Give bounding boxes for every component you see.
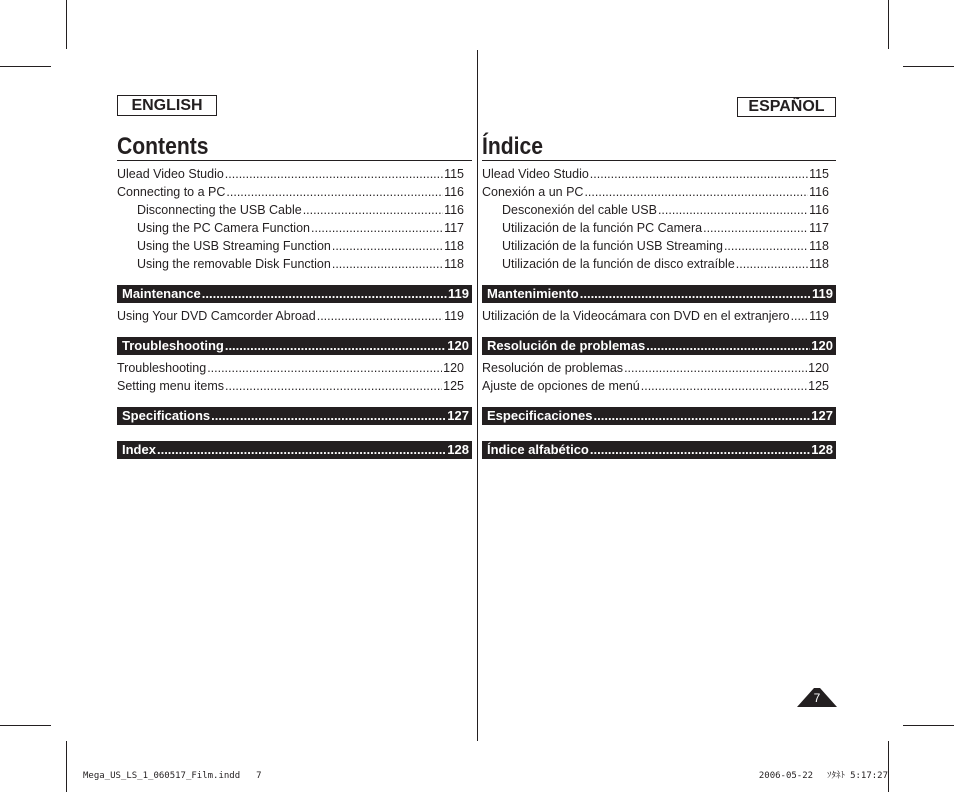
dot-leader	[207, 359, 442, 377]
dot-leader	[332, 237, 443, 255]
toc-subentry	[117, 237, 472, 255]
language-label-spanish: ESPAÑOL	[737, 97, 836, 117]
toc-entry-label: Ajuste de opciones de menú	[482, 379, 640, 393]
section-header-label: Especificaciones	[487, 408, 593, 423]
section-header-label: Maintenance	[122, 286, 201, 301]
toc-subentry-page: 117	[444, 221, 464, 235]
crop-mark-bottom-right-vertical	[888, 741, 889, 792]
toc-entries	[482, 165, 836, 273]
dot-leader	[303, 201, 443, 219]
toc-entry	[482, 165, 836, 183]
toc-entry	[482, 377, 836, 395]
print-slug-file	[83, 769, 262, 783]
section-header-label: Índice alfabético	[487, 442, 589, 457]
crop-mark-top-right-horizontal	[903, 66, 954, 67]
dot-leader	[646, 337, 810, 355]
section-header-page: 128	[811, 442, 833, 457]
toc-entry	[117, 307, 472, 325]
dot-leader	[580, 285, 811, 303]
toc-entry-label: Ulead Video Studio	[482, 167, 589, 181]
dot-leader	[332, 255, 443, 273]
toc-entry	[117, 183, 472, 201]
toc-entry-label: Setting menu items	[117, 379, 224, 393]
dot-leader	[211, 407, 446, 425]
section-header-label: Resolución de problemas	[487, 338, 646, 353]
section-header-bar	[117, 285, 472, 303]
slug-file-page: 7	[256, 771, 262, 781]
dot-leader	[590, 165, 808, 183]
toc-entry-label: Troubleshooting	[117, 361, 207, 375]
toc-section-mantenimiento	[482, 285, 836, 325]
toc-subentry-page: 116	[809, 203, 829, 217]
section-entries	[117, 307, 472, 325]
section-header-page: 128	[447, 442, 469, 457]
toc-subentry-label: Utilización de la función PC Camera	[502, 221, 703, 235]
toc-entry	[482, 183, 836, 201]
toc-section-resolucion-de-problemas	[482, 337, 836, 395]
indice-title	[482, 134, 836, 161]
dot-leader	[624, 359, 807, 377]
section-header-bar	[117, 441, 472, 459]
toc-subentry	[117, 201, 472, 219]
slug-file-name: Mega_US_LS_1_060517_Film.indd	[83, 771, 241, 781]
contents-title-text: Contents	[117, 133, 209, 160]
toc-entry	[117, 165, 472, 183]
crop-mark-bottom-left-vertical	[66, 741, 67, 792]
dot-leader	[157, 441, 446, 459]
toc-entry-page: 119	[809, 309, 829, 323]
toc-subentry-page: 116	[444, 203, 464, 217]
toc-entry-page: 120	[443, 361, 464, 375]
crop-mark-bottom-left-horizontal	[0, 725, 51, 726]
toc-entry-page: 115	[809, 167, 829, 181]
toc-section-especificaciones	[482, 407, 836, 425]
toc-entry-page: 125	[443, 379, 464, 393]
section-header-bar	[482, 337, 836, 355]
crop-mark-top-left-vertical	[66, 0, 67, 49]
section-header-label: Specifications	[122, 408, 211, 423]
toc-subentry-label: Using the USB Streaming Function	[137, 239, 331, 253]
toc-subentry-label: Desconexión del cable USB	[502, 203, 657, 217]
toc-subentry-label: Disconnecting the USB Cable	[137, 203, 302, 217]
section-header-page: 127	[447, 408, 469, 423]
toc-section-maintenance	[117, 285, 472, 325]
dot-leader	[703, 219, 808, 237]
dot-leader	[594, 407, 811, 425]
column-divider	[477, 50, 478, 741]
dot-leader	[225, 165, 443, 183]
toc-subentry	[482, 219, 836, 237]
toc-section-indice-alfabetico	[482, 441, 836, 459]
toc-entry-label: Utilización de la Videocámara con DVD en el extranjero	[482, 309, 790, 323]
section-header-page: 119	[448, 286, 469, 301]
crop-mark-bottom-right-horizontal	[903, 725, 954, 726]
dot-leader	[641, 377, 807, 395]
english-column	[117, 95, 472, 459]
dot-leader	[317, 307, 443, 325]
toc-entry-page: 125	[808, 379, 829, 393]
section-header-bar	[117, 337, 472, 355]
dot-leader	[584, 183, 808, 201]
section-header-label: Troubleshooting	[122, 338, 224, 353]
toc-entry-label: Using Your DVD Camcorder Abroad	[117, 309, 316, 323]
toc-subentry	[117, 255, 472, 273]
toc-entry-label: Resolución de problemas	[482, 361, 624, 375]
slug-time: 5:17:27	[850, 771, 888, 781]
toc-subentry-label: Using the removable Disk Function	[137, 257, 331, 271]
language-label-english: ENGLISH	[117, 95, 217, 116]
dot-leader	[225, 377, 442, 395]
section-header-bar	[117, 407, 472, 425]
dot-leader	[724, 237, 808, 255]
section-header-page: 119	[812, 286, 833, 301]
toc-entry-page: 116	[444, 185, 464, 199]
dot-leader	[311, 219, 443, 237]
toc-entry-label: Ulead Video Studio	[117, 167, 224, 181]
section-header-label: Mantenimiento	[487, 286, 579, 301]
dot-leader	[736, 255, 808, 273]
spanish-column	[482, 95, 836, 459]
dot-leader	[225, 337, 446, 355]
section-entries	[482, 359, 836, 395]
toc-entry	[482, 359, 836, 377]
section-header-page: 120	[811, 338, 833, 353]
toc-subentry-page: 118	[444, 257, 464, 271]
print-slug-timestamp	[759, 769, 888, 783]
toc-subentry-label: Utilización de la función de disco extraíble	[502, 257, 735, 271]
indice-title-text: Índice	[482, 133, 544, 160]
toc-subentry	[482, 255, 836, 273]
toc-subentry-label: Utilización de la función USB Streaming	[502, 239, 723, 253]
dot-leader	[658, 201, 808, 219]
toc-entry-page: 120	[808, 361, 829, 375]
toc-subentry	[482, 201, 836, 219]
toc-section-index	[117, 441, 472, 459]
crop-mark-top-right-vertical	[888, 0, 889, 49]
toc-entry	[482, 307, 836, 325]
section-header-bar	[482, 441, 836, 459]
toc-entry-label: Conexión a un PC	[482, 185, 584, 199]
toc-subentry	[117, 219, 472, 237]
toc-entry	[117, 377, 472, 395]
toc-section-troubleshooting	[117, 337, 472, 395]
toc-entry-page: 116	[809, 185, 829, 199]
dot-leader	[590, 441, 810, 459]
section-header-bar	[482, 285, 836, 303]
page-number-badge	[797, 688, 837, 707]
toc-subentry-page: 117	[809, 221, 829, 235]
toc-subentry	[482, 237, 836, 255]
toc-subentry-page: 118	[444, 239, 464, 253]
toc-entry-label: Connecting to a PC	[117, 185, 226, 199]
page-number: 7	[813, 691, 821, 705]
section-header-page: 120	[447, 338, 469, 353]
slug-time-marker: ｿﾀﾈﾄ	[827, 771, 846, 781]
dot-leader	[226, 183, 443, 201]
contents-title	[117, 134, 472, 161]
crop-mark-top-left-horizontal	[0, 66, 51, 67]
section-header-page: 127	[811, 408, 833, 423]
section-header-label: Index	[122, 442, 156, 457]
slug-date: 2006-05-22	[758, 771, 814, 781]
dot-leader	[202, 285, 447, 303]
toc-subentry-page: 118	[809, 239, 829, 253]
toc-entries	[117, 165, 472, 273]
toc-section-specifications	[117, 407, 472, 425]
toc-entry	[117, 359, 472, 377]
section-header-bar	[482, 407, 836, 425]
toc-subentry-label: Using the PC Camera Function	[137, 221, 310, 235]
section-entries	[482, 307, 836, 325]
dot-leader	[791, 307, 808, 325]
section-entries	[117, 359, 472, 395]
toc-subentry-page: 118	[809, 257, 829, 271]
toc-entry-page: 119	[444, 309, 464, 323]
toc-entry-page: 115	[444, 167, 464, 181]
